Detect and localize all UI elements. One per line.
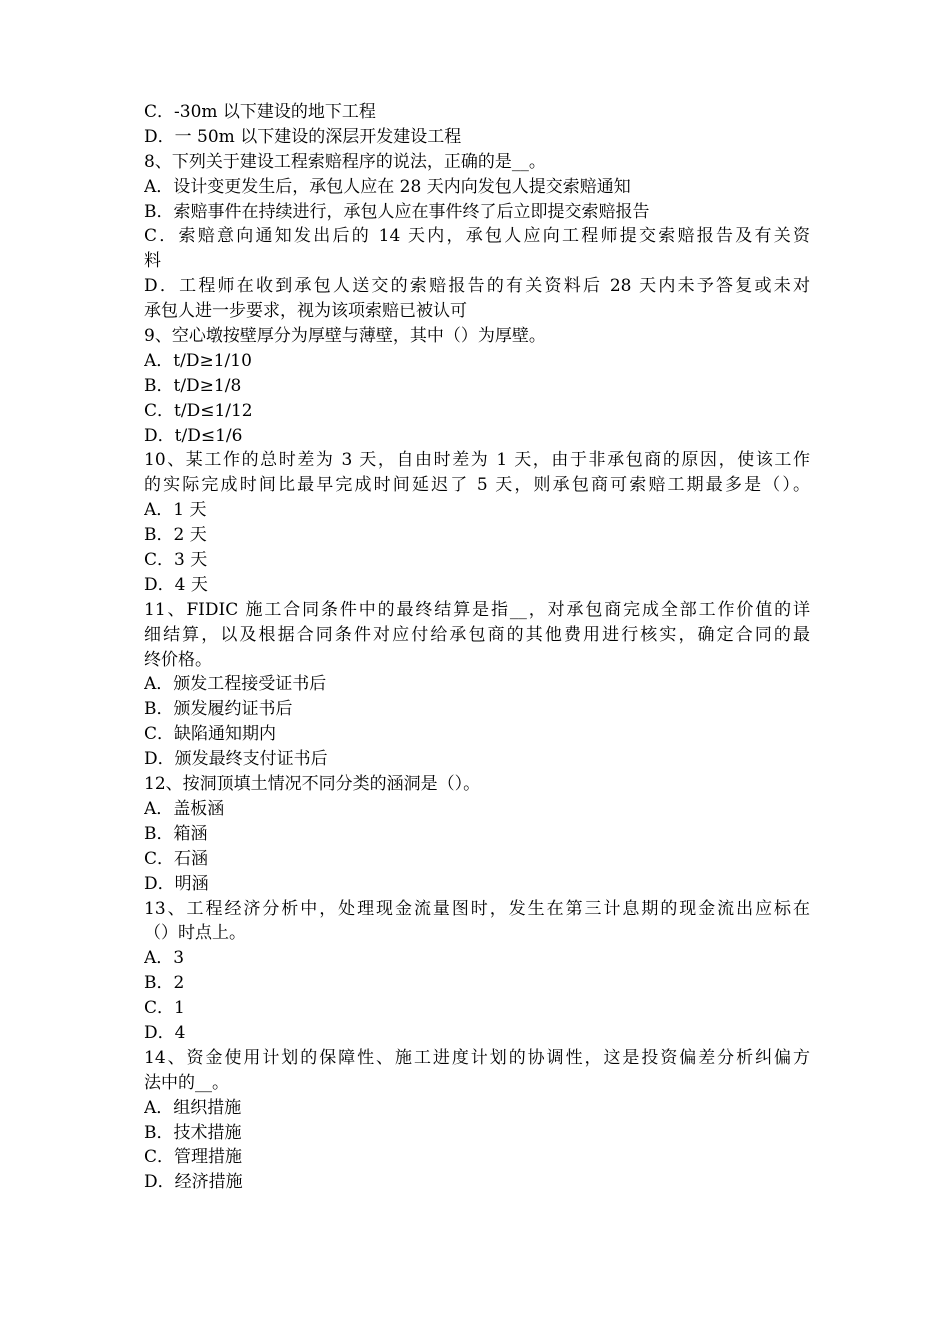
text-line: C．t/D≤1/12 — [144, 400, 253, 421]
text-line: 的实际完成时间比最早完成时间延迟了 5 天，则承包商可索赔工期最多是（）。 — [144, 475, 810, 496]
text-line: 11、FIDIC 施工合同条件中的最终结算是指__，对承包商完成全部工作价值的详 — [144, 599, 810, 620]
text-line: C．-30m 以下建设的地下工程 — [144, 102, 376, 122]
text-line: A．t/D≥1/10 — [144, 350, 252, 371]
text-line: B．t/D≥1/8 — [144, 375, 242, 396]
text-line: D．颁发最终支付证书后 — [144, 749, 328, 770]
text-line: A．3 — [144, 948, 185, 969]
text-line: D．4 — [144, 1022, 186, 1043]
text-line: （）时点上。 — [144, 923, 246, 944]
text-line: B．技术措施 — [144, 1122, 242, 1143]
text-line: 13、工程经济分析中，处理现金流量图时，发生在第三计息期的现金流出应标在 — [144, 898, 810, 919]
text-line: 8、下列关于建设工程索赔程序的说法，正确的是__。 — [144, 151, 546, 172]
text-line: B．索赔事件在持续进行，承包人应在事件终了后立即提交索赔报告 — [144, 201, 650, 222]
text-line: 承包人进一步要求，视为该项索赔已被认可 — [144, 301, 467, 322]
text-line: 法中的__。 — [144, 1072, 229, 1093]
text-line: A．组织措施 — [144, 1097, 242, 1118]
text-line: 14、资金使用计划的保障性、施工进度计划的协调性，这是投资偏差分析纠偏方 — [144, 1047, 810, 1068]
text-line: D．t/D≤1/6 — [144, 425, 243, 446]
text-line: A．盖板涵 — [144, 798, 225, 819]
text-line: D．经济措施 — [144, 1172, 243, 1193]
text-line: D．明涵 — [144, 873, 209, 894]
text-line: C．缺陷通知期内 — [144, 724, 277, 745]
text-line: C．管理措施 — [144, 1147, 243, 1168]
text-line: C．索赔意向通知发出后的 14 天内，承包人应向工程师提交索赔报告及有关资 — [144, 226, 810, 247]
text-line: B．2 — [144, 973, 185, 994]
text-line: C．1 — [144, 998, 185, 1019]
text-line: B．颁发履约证书后 — [144, 699, 293, 720]
text-line: C．石涵 — [144, 848, 209, 869]
text-line: 10、某工作的总时差为 3 天，自由时差为 1 天，由于非承包商的原因，使该工作 — [144, 450, 810, 471]
text-line: A．1 天 — [144, 500, 207, 521]
text-line: 12、按洞顶填土情况不同分类的涵洞是（）。 — [144, 774, 481, 795]
text-line: A．颁发工程接受证书后 — [144, 674, 327, 695]
document-body — [144, 100, 810, 1195]
text-line: B．箱涵 — [144, 823, 208, 844]
text-line: C．3 天 — [144, 550, 208, 571]
text-line: 细结算，以及根据合同条件对应付给承包商的其他费用进行核实，确定合同的最 — [144, 624, 810, 645]
text-line: 终价格。 — [144, 649, 212, 670]
text-line: A．设计变更发生后，承包人应在 28 天内向发包人提交索赔通知 — [144, 176, 631, 197]
text-line: D．工程师在收到承包人送交的索赔报告的有关资料后 28 天内未予答复或未对 — [144, 276, 810, 297]
text-line: B．2 天 — [144, 525, 207, 546]
text-line: D．4 天 — [144, 574, 208, 595]
text-line: D．一 50m 以下建设的深层开发建设工程 — [144, 126, 462, 147]
text-line: 料 — [144, 251, 161, 272]
text-line: 9、空心墩按壁厚分为厚壁与薄壁，其中（）为厚壁。 — [144, 326, 546, 347]
